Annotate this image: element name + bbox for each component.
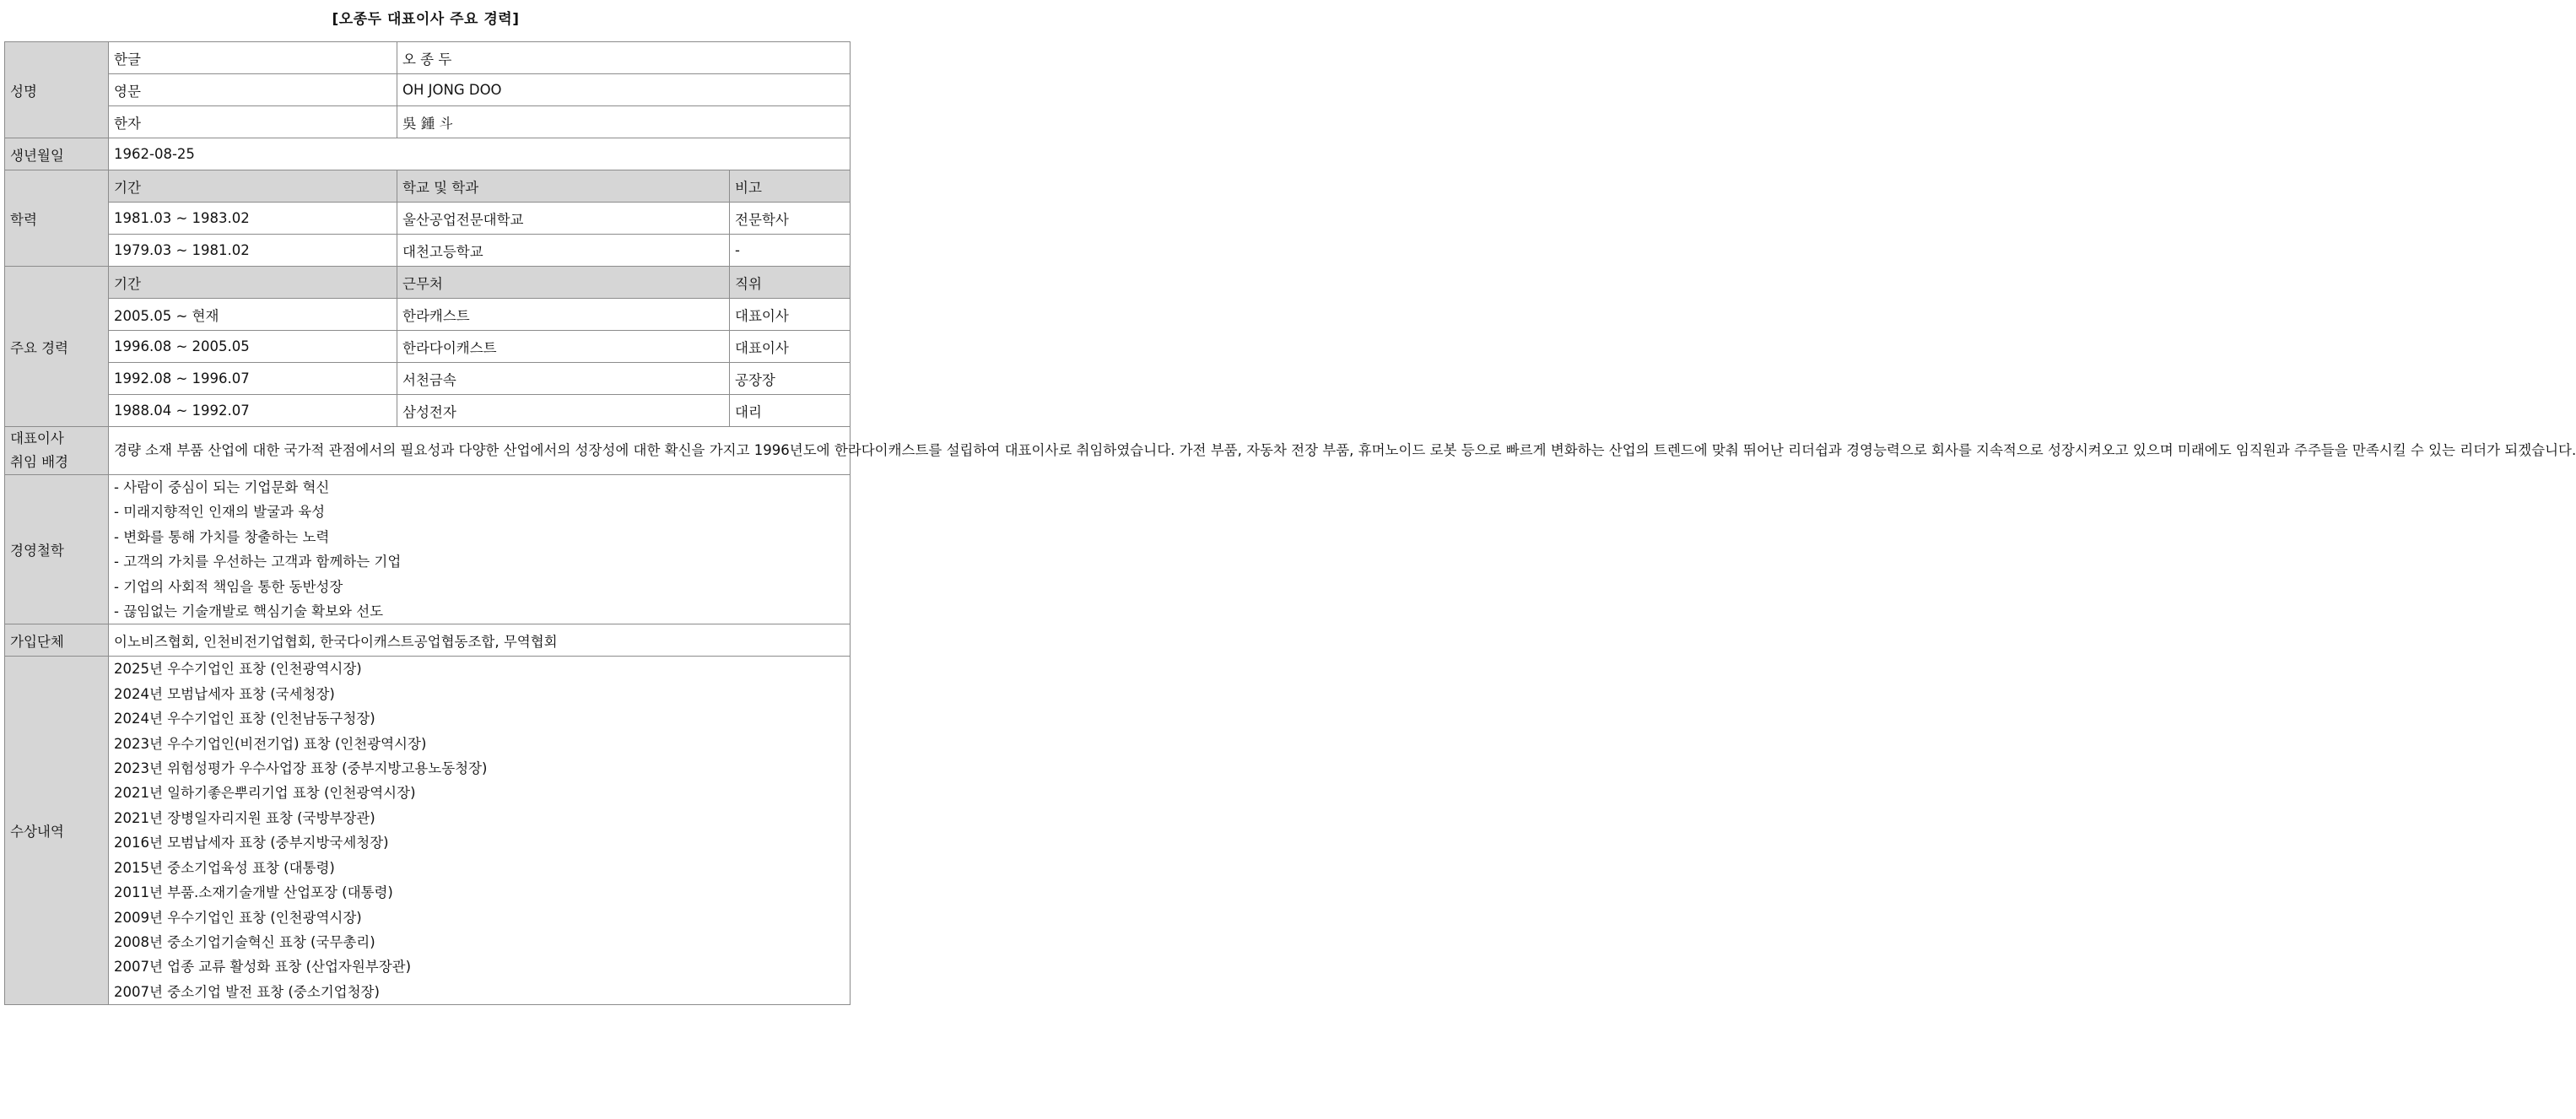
awards-label: 수상내역: [5, 657, 109, 1005]
philosophy-row: [5, 475, 851, 624]
education-row: [5, 235, 851, 267]
career-header-row: [5, 267, 851, 299]
career-header-company: 근무처: [397, 267, 730, 299]
education-school: 대천고등학교: [397, 235, 730, 267]
education-period: 1981.03 ~ 1983.02: [109, 203, 397, 235]
name-row-hanja: [5, 106, 851, 138]
career-company: 한라캐스트: [397, 299, 730, 331]
membership-row: [5, 624, 851, 657]
background-row: [5, 427, 851, 475]
award-item: 2025년 우수기업인 표창 (인천광역시장): [114, 661, 362, 678]
award-item: 2024년 모범납세자 표창 (국세청장): [114, 685, 335, 702]
career-period: 1992.08 ~ 1996.07: [109, 363, 397, 395]
award-item: 2011년 부품.소재기술개발 산업포장 (대통령): [114, 884, 393, 901]
award-item: 2007년 업종 교류 활성화 표창 (산업자원부장관): [114, 959, 412, 976]
philosophy-label: 경영철학: [5, 475, 109, 624]
awards-list: [109, 657, 851, 1005]
education-header-note: 비고: [730, 170, 851, 203]
career-position: 대표이사: [730, 299, 851, 331]
award-item: 2007년 중소기업 발전 표창 (중소기업청장): [114, 983, 380, 1000]
background-text: 경량 소재 부품 산업에 대한 국가적 관점에서의 필요성과 다양한 산업에서의 성장성에 대한 확신을 가지고 1996년도에 한라다이캐스트를 설립하여 대표이사로 취임하였습니다. 가전 부품, 자동차 전장 부품, 휴머노이드 로봇 등으로 빠르게 변화하는 산업의 트렌드에 맞춰 뛰어난 리더쉽과 경영능력으로 회사를 지속적으로 성장시켜오고 있으며 미래에도 임직원과 주주들을 만족시킬 수 있는 리더가 되겠습니다.: [109, 427, 851, 475]
membership-value: 이노비즈협회, 인천비전기업협회, 한국다이캐스트공업협동조합, 무역협회: [109, 624, 851, 657]
award-item: 2024년 우수기업인 표창 (인천남동구청장): [114, 711, 375, 727]
career-header-period: 기간: [109, 267, 397, 299]
philosophy-item: - 미래지향적인 인재의 발굴과 육성: [114, 504, 326, 521]
education-school: 울산공업전문대학교: [397, 203, 730, 235]
career-period: 2005.05 ~ 현재: [109, 299, 397, 331]
membership-label: 가입단체: [5, 624, 109, 657]
name-value-english: OH JONG DOO: [397, 74, 851, 106]
award-item: 2009년 우수기업인 표창 (인천광역시장): [114, 909, 362, 926]
career-company: 한라다이캐스트: [397, 331, 730, 363]
career-company: 삼성전자: [397, 395, 730, 427]
education-note: 전문학사: [730, 203, 851, 235]
award-item: 2016년 모범납세자 표창 (중부지방국세청장): [114, 835, 389, 851]
award-item: 2023년 우수기업인(비전기업) 표창 (인천광역시장): [114, 735, 427, 752]
background-label-line2: 취임 배경: [10, 454, 69, 470]
ceo-career-table: [4, 41, 2576, 1005]
education-note: -: [730, 235, 851, 267]
career-company: 서천금속: [397, 363, 730, 395]
name-type-english: 영문: [109, 74, 397, 106]
philosophy-item: - 고객의 가치를 우선하는 고객과 함께하는 기업: [114, 554, 402, 570]
career-position: 대표이사: [730, 331, 851, 363]
career-row: [5, 363, 851, 395]
education-header-period: 기간: [109, 170, 397, 203]
education-period: 1979.03 ~ 1981.02: [109, 235, 397, 267]
philosophy-item: - 끊임없는 기술개발로 핵심기술 확보와 선도: [114, 603, 384, 620]
background-label: [5, 427, 109, 475]
award-item: 2008년 중소기업기술혁신 표창 (국무총리): [114, 933, 375, 950]
career-label: 주요 경력: [5, 267, 109, 427]
career-row: [5, 299, 851, 331]
name-label: 성명: [5, 42, 109, 138]
career-period: 1988.04 ~ 1992.07: [109, 395, 397, 427]
award-item: 2023년 위험성평가 우수사업장 표창 (중부지방고용노동청장): [114, 760, 488, 777]
career-row: [5, 395, 851, 427]
philosophy-item: - 기업의 사회적 책임을 통한 동반성장: [114, 578, 343, 595]
page-title: [오종두 대표이사 주요 경력]: [332, 11, 520, 28]
name-row-english: [5, 74, 851, 106]
awards-row: [5, 657, 851, 1005]
award-item: 2021년 일하기좋은뿌리기업 표창 (인천광역시장): [114, 785, 416, 802]
background-label-line1: 대표이사: [10, 430, 64, 446]
philosophy-list: [109, 475, 851, 624]
name-value-korean: 오 종 두: [397, 42, 851, 74]
career-header-position: 직위: [730, 267, 851, 299]
education-header-row: [5, 170, 851, 203]
philosophy-item: - 사람이 중심이 되는 기업문화 혁신: [114, 479, 330, 495]
birth-row: [5, 138, 851, 170]
career-row: [5, 331, 851, 363]
name-value-hanja: 吳 鍾 斗: [397, 106, 851, 138]
name-type-korean: 한글: [109, 42, 397, 74]
education-row: [5, 203, 851, 235]
career-position: 공장장: [730, 363, 851, 395]
career-position: 대리: [730, 395, 851, 427]
award-item: 2015년 중소기업육성 표창 (대통령): [114, 859, 335, 876]
award-item: 2021년 장병일자리지원 표창 (국방부장관): [114, 809, 375, 826]
philosophy-item: - 변화를 통해 가치를 창출하는 노력: [114, 528, 330, 545]
education-header-school: 학교 및 학과: [397, 170, 730, 203]
birth-label: 생년월일: [5, 138, 109, 170]
education-label: 학력: [5, 170, 109, 267]
name-type-hanja: 한자: [109, 106, 397, 138]
career-period: 1996.08 ~ 2005.05: [109, 331, 397, 363]
birth-value: 1962-08-25: [109, 138, 851, 170]
name-row-korean: [5, 42, 851, 74]
